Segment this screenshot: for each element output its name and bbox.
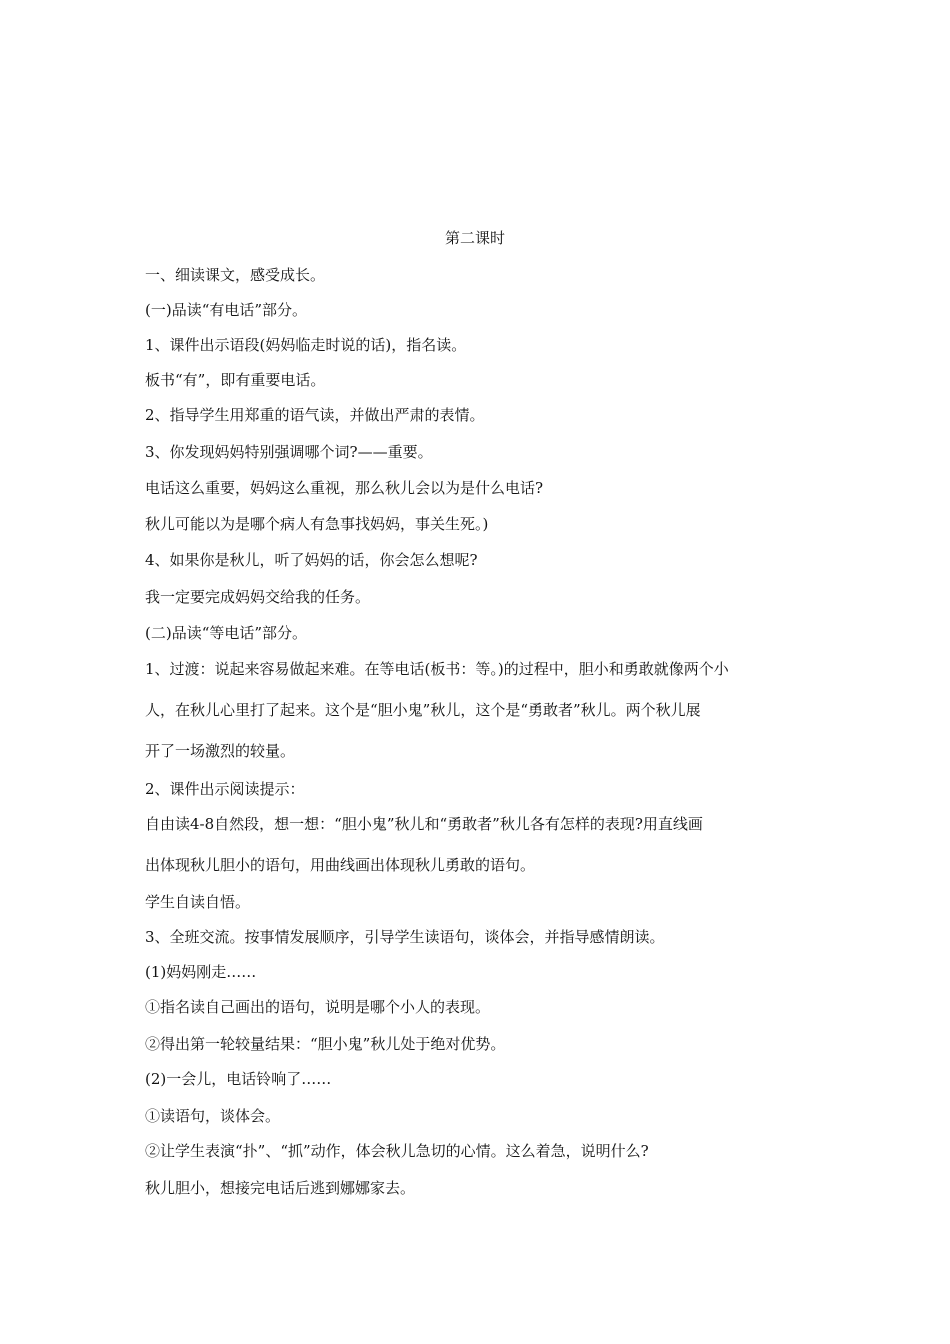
text-line: (1)妈妈刚走…… <box>145 963 257 981</box>
text-line: 自由读4-8自然段，想一想：“胆小鬼”秋儿和“勇敢者”秋儿各有怎样的表现?用直线画 <box>145 815 703 833</box>
text-line: 出体现秋儿胆小的语句，用曲线画出体现秋儿勇敢的语句。 <box>145 856 536 874</box>
text-line: 一、细读课文，感受成长。 <box>145 266 326 284</box>
text-line: 秋儿可能以为是哪个病人有急事找妈妈，事关生死。) <box>145 515 489 533</box>
text-line: 开了一场激烈的较量。 <box>145 742 296 760</box>
text-line: ①指名读自己画出的语句，说明是哪个小人的表现。 <box>145 998 491 1016</box>
text-line: 板书“有”，即有重要电话。 <box>145 371 326 389</box>
text-line: 3、你发现妈妈特别强调哪个词?——重要。 <box>145 443 433 461</box>
text-line: 1、过渡：说起来容易做起来难。在等电话(板书：等。)的过程中，胆小和勇敢就像两个小 <box>145 660 729 678</box>
text-line: ②让学生表演“扑”、“抓”动作，体会秋儿急切的心情。这么着急，说明什么? <box>145 1142 649 1160</box>
text-line: 秋儿胆小，想接完电话后逃到娜娜家去。 <box>145 1179 416 1197</box>
page-title: 第二课时 <box>444 229 505 247</box>
text-line: 3、全班交流。按事情发展顺序，引导学生读语句，谈体会，并指导感情朗读。 <box>145 928 665 946</box>
text-line: (二)品读“等电话”部分。 <box>145 624 308 642</box>
text-line: 人，在秋儿心里打了起来。这个是“胆小鬼”秋儿，这个是“勇敢者”秋儿。两个秋儿展 <box>145 701 701 719</box>
text-line: 1、课件出示语段(妈妈临走时说的话)，指名读。 <box>145 336 467 354</box>
text-line: 4、如果你是秋儿，听了妈妈的话，你会怎么想呢? <box>145 551 478 569</box>
text-line: (2)一会儿，电话铃响了…… <box>145 1070 332 1088</box>
text-line: 学生自读自悟。 <box>145 893 251 911</box>
text-line: ②得出第一轮较量结果：“胆小鬼”秋儿处于绝对优势。 <box>145 1035 506 1053</box>
text-line: 电话这么重要，妈妈这么重视，那么秋儿会以为是什么电话? <box>145 479 544 497</box>
text-line: 2、课件出示阅读提示： <box>145 780 305 798</box>
text-line: 2、指导学生用郑重的语气读，并做出严肃的表情。 <box>145 406 485 424</box>
text-line: ①读语句，谈体会。 <box>145 1107 281 1125</box>
text-line: 我一定要完成妈妈交给我的任务。 <box>145 588 371 606</box>
text-line: (一)品读“有电话”部分。 <box>145 301 308 319</box>
